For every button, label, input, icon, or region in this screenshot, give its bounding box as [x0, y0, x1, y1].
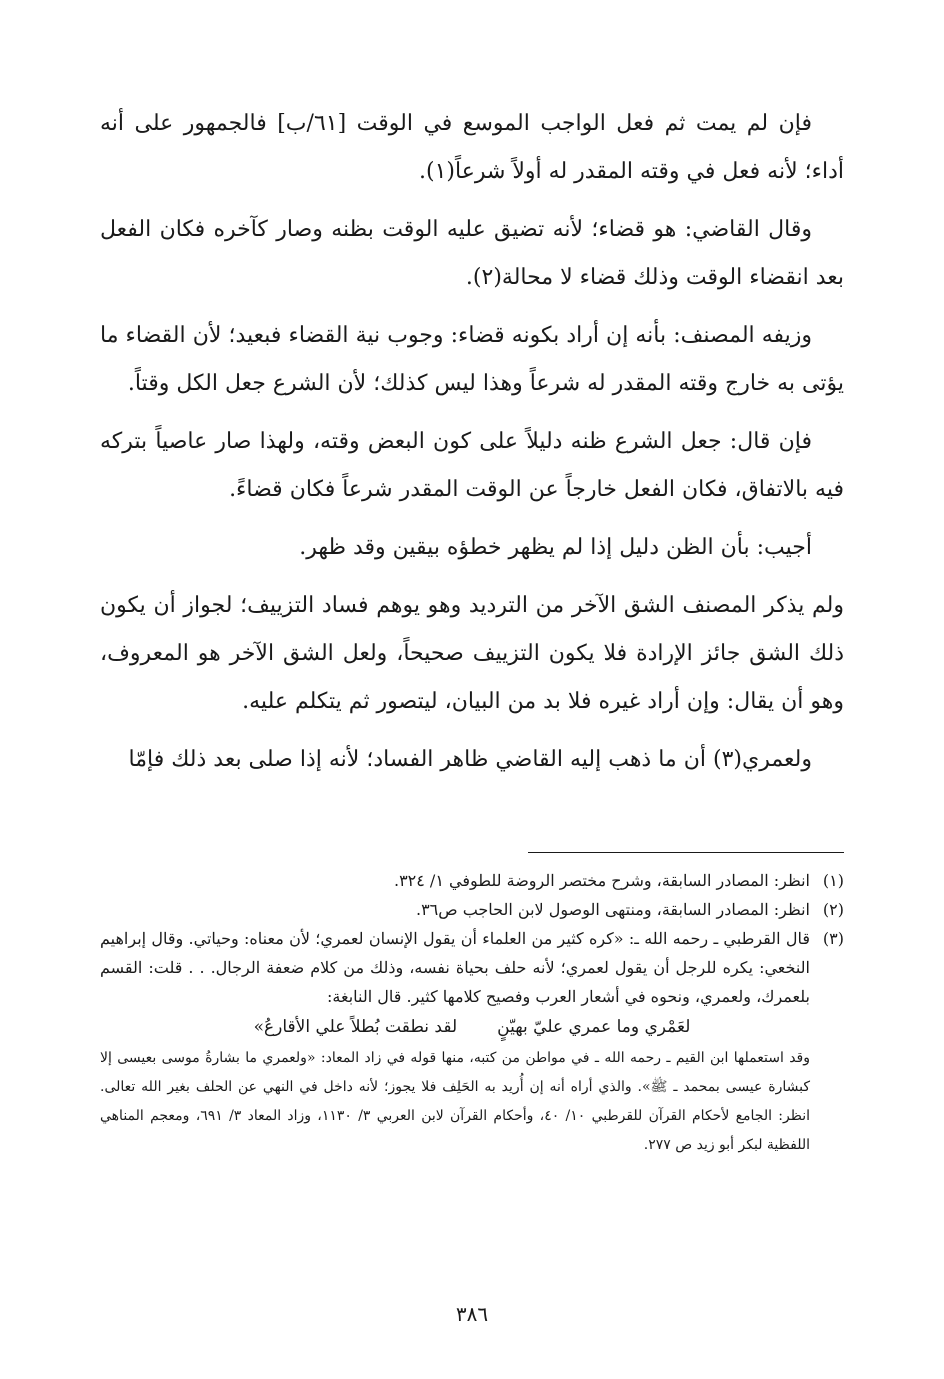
- paragraph-1: فإن لم يمت ثم فعل الواجب الموسع في الوقت [٦١/ب] فالجمهور على أنه أداء؛ لأنه فعل في وقته المقدر له أولاً شرعاً(١).: [100, 111, 844, 184]
- footnotes-section: [100, 866, 844, 1160]
- page-number: ٣٨٦: [455, 1302, 489, 1326]
- paragraph-7: ولعمري(٣) أن ما ذهب إليه القاضي ظاهر الفساد؛ لأنه إذا صلى بعد ذلك فإمّا: [128, 747, 812, 772]
- footnote-text: انظر: المصادر السابقة، وشرح مختصر الروضة للطوفي ١/ ٣٢٤.: [393, 871, 810, 890]
- footnote-text: قال القرطبي ـ رحمه الله ـ: «كره كثير من العلماء أن يقول الإنسان لعمري؛ لأن معناه: وحياتي. وقال إبراهيم النخعي: يكره للرجل أن يقول لعمري؛ لأنه حلف بحياة نفسه، وذلك من كلام ضعفة الرجال. . . قلت: القسم بلعمرك، ولعمري، ونحوه في أشعار العرب وفصيح كلامها كثير. قال النابغة:: [100, 929, 810, 1006]
- footnote-3-continuation: وقد استعملها ابن القيم ـ رحمه الله ـ في مواطن من كتبه، منها قوله في زاد المعاد: «ولعمري ما بشارةُ موسى بعيسى إلا كبشارة عيسى بمحمد ـ ﷺ». والذي أراه أنه إن أُريد به الحَلِف فلا يجوز؛ لأنه داخل في النهي عن الحلف بغير الله تعالى. انظر: الجامع لأحكام القرآن للقرطبي ١٠/ ٤٠، وأحكام القرآن لابن العربي ٣/ ١١٣٠، وزاد المعاد ٣/ ٦٩١، ومعجم المناهي اللفظية لبكر أبو زيد ص ٢٧٧.: [100, 1050, 810, 1153]
- main-text-body: [100, 100, 844, 794]
- verse-second-hemistich: لقد نطقت بُطلاً علي الأقارعُ»: [253, 1017, 458, 1037]
- footnote-number: (٣): [822, 929, 844, 948]
- footnote-3: [100, 924, 844, 1011]
- footnote-text: انظر: المصادر السابقة، ومنتهى الوصول لابن الحاجب ص٣٦.: [415, 900, 810, 919]
- paragraph-3: وزيفه المصنف: بأنه إن أراد بكونه قضاء: وجوب نية القضاء فبعيد؛ لأن القضاء ما يؤتى به خارج وقته المقدر له شرعاً وهذا ليس كذلك؛ لأن الشرع جعل الكل وقتاً.: [100, 323, 844, 396]
- paragraph-2: وقال القاضي: هو قضاء؛ لأنه تضيق عليه الوقت بظنه وصار كآخره فكان الفعل بعد انقضاء الوقت وذلك قضاء لا محالة(٢).: [100, 217, 844, 290]
- footnote-number: (١): [822, 871, 844, 890]
- footnote-separator: [528, 852, 844, 853]
- paragraph-6: ولم يذكر المصنف الشق الآخر من الترديد وهو يوهم فساد التزييف؛ لجواز أن يكون ذلك الشق جائز الإرادة فلا يكون التزييف صحيحاً، ولعل الشق الآخر هو المعروف، وهو أن يقال: وإن أراد غيره فلا بد من البيان، ليتصور ثم يتكلم عليه.: [100, 593, 844, 714]
- footnote-number: (٢): [822, 900, 844, 919]
- poetry-verse: [100, 1011, 844, 1044]
- paragraph-4: فإن قال: جعل الشرع ظنه دليلاً على كون البعض وقته، ولهذا صار عاصياً بتركه فيه بالاتفاق، فكان الفعل خارجاً عن الوقت المقدر شرعاً فكان قضاءً.: [100, 429, 844, 502]
- verse-first-hemistich: لعَمْري وما عمري عليّ بهيّنٍ: [497, 1017, 691, 1037]
- paragraph-5: أجيب: بأن الظن دليل إذا لم يظهر خطؤه بيقين وقد ظهر.: [299, 535, 812, 560]
- footnote-1: [100, 866, 844, 895]
- footnote-2: [100, 895, 844, 924]
